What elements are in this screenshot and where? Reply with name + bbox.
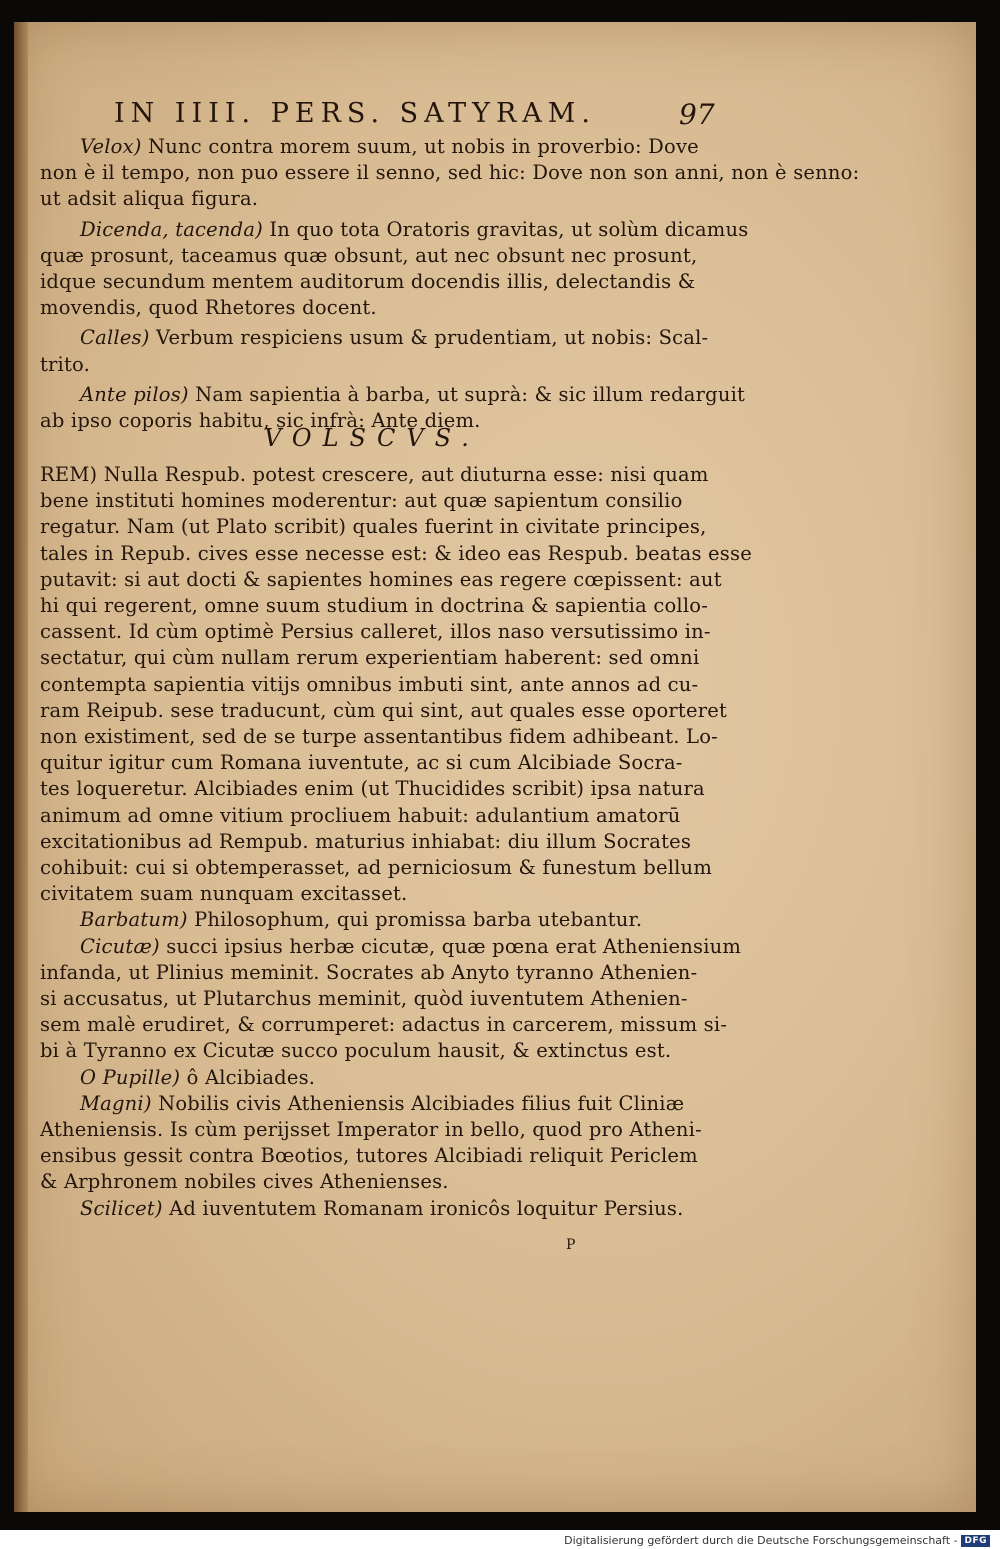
line-text: Nobilis civis Atheniensis Alcibiades filius fuit Cliniæ [151, 1091, 685, 1115]
text-line [40, 881, 407, 907]
text-line [40, 1012, 727, 1038]
line-text: non è il tempo, non puo essere il senno, sed hic: Dove non son anni, non è senno: [40, 161, 860, 185]
line-text: ab ipso coporis habitu, sic infrà: Ante diem. [40, 409, 481, 432]
lemma: Magni) [80, 1091, 152, 1115]
line-text: Nam sapientia à barba, ut suprà: & sic illum redarguit [188, 382, 746, 406]
text-line [40, 672, 698, 698]
line-text: ô Alcibiades. [180, 1065, 316, 1089]
line-text: ensibus gessit contra Bœotios, tutores Alcibiadi reliquit Periclem [40, 1144, 698, 1168]
line-text: ram Reipub. sese traducunt, cùm qui sint, aut quales esse oporteret [40, 698, 728, 722]
line-text: non existiment, sed de se turpe assentantibus fidem adhibeant. Lo- [40, 725, 718, 748]
line-text: & Arphronem nobiles cives Athenienses. [40, 1170, 449, 1194]
text-line [40, 269, 695, 295]
line-text: infanda, ut Plinius meminit. Socrates ab Anyto tyranno Athenien- [40, 960, 698, 984]
line-text: animum ad omne vitium procliuem habuit: adulantium amatorū [40, 803, 681, 827]
text-line [40, 352, 90, 378]
text-line [80, 1091, 684, 1117]
text-line [40, 986, 688, 1012]
text-line [40, 645, 699, 671]
text-line [40, 855, 712, 881]
line-text: sem malè erudiret, & corrumperet: adactus in carcerem, missum si- [40, 1013, 728, 1037]
footer-credit: Digitalisierung gefördert durch die Deutsche Forschungsgemeinschaft - [564, 1534, 958, 1547]
line-text: putavit: si aut docti & sapientes homines eas regere cœpissent: aut [40, 567, 722, 591]
running-head: IN IIII. PERS. SATYRAM. [114, 98, 597, 129]
text-line [80, 934, 741, 960]
lemma: Barbatum) [80, 908, 188, 932]
line-text: bene instituti homines moderentur: aut quæ sapientum consilio [40, 489, 683, 513]
text-line [40, 295, 377, 321]
line-text: Verbum respiciens usum & prudentiam, ut nobis: Scal- [149, 326, 709, 350]
line-text: ut adsit aliqua figura. [40, 187, 259, 211]
lemma: Velox) [80, 135, 142, 158]
line-text: si accusatus, ut Plutarchus meminit, quòd iuventutem Athenien- [40, 987, 688, 1010]
line-text: Nunc contra morem suum, ut nobis in proverbio: Dove [141, 135, 699, 158]
line-text: quæ prosunt, taceamus quæ obsunt, aut nec obsunt nec prosunt, [40, 243, 698, 267]
line-text: cohibuit: cui si obtemperasset, ad perniciosum & funestum bellum [40, 856, 713, 879]
line-text: excitationibus ad Rempub. maturius inhiabat: diu illum Socrates [40, 829, 692, 853]
text-line [40, 160, 859, 186]
text-line [40, 724, 718, 750]
line-text: quitur igitur cum Romana iuventute, ac si cum Alcibiade Socra- [40, 751, 683, 775]
text-line [40, 462, 709, 488]
text-line [80, 325, 708, 351]
line-text: bi à Tyranno ex Cicutæ succo poculum hausit, & extinctus est. [40, 1039, 672, 1063]
line-text: civitatem suam nunquam excitasset. [40, 882, 408, 906]
line-text: In quo tota Oratoris gravitas, ut solùm dicamus [263, 217, 749, 241]
text-line [80, 134, 699, 160]
text-line [40, 829, 691, 855]
text-line [40, 698, 727, 724]
lemma: Ante pilos) [80, 382, 189, 406]
text-line [40, 488, 683, 514]
line-text: Atheniensis. Is cùm perijsset Imperator in bello, quod pro Atheni- [40, 1118, 702, 1141]
line-text: hi qui regerent, omne suum studium in doctrina & sapientia collo- [40, 594, 709, 617]
line-text: trito. [40, 352, 91, 376]
text-line [40, 514, 706, 540]
lemma: Scilicet) [80, 1196, 163, 1220]
text-line [80, 907, 642, 933]
text-line [40, 803, 681, 829]
text-line [40, 960, 697, 986]
text-line [40, 1038, 671, 1064]
catchword: P [566, 1237, 576, 1253]
text-line [80, 1065, 315, 1091]
text-line [40, 1117, 702, 1143]
text-line [40, 750, 683, 776]
line-text: regatur. Nam (ut Plato scribit) quales fuerint in civitate principes, [40, 515, 707, 539]
lemma: O Pupille) [80, 1065, 181, 1089]
lemma: Calles) [80, 326, 150, 350]
line-text: idque secundum mentem auditorum docendis illis, delectandis & [40, 270, 696, 293]
line-text: cassent. Id cùm optimè Persius calleret, illos naso versutissimo in- [40, 620, 711, 644]
text-line [80, 217, 748, 243]
line-text: movendis, quod Rhetores docent. [40, 296, 377, 320]
text-line [40, 541, 752, 567]
line-text: succi ipsius herbæ cicutæ, quæ pœna erat Atheniensium [159, 934, 742, 958]
text-line [40, 186, 258, 212]
line-text: sectatur, qui cùm nullam rerum experientiam haberent: sed omni [40, 646, 700, 670]
lemma: Dicenda, tacenda) [80, 217, 263, 241]
line-text: REM) Nulla Respub. potest crescere, aut diuturna esse: nisi quam [40, 463, 709, 486]
dfg-logo: DFG [961, 1535, 990, 1547]
text-line [40, 776, 705, 802]
line-text: Philosophum, qui promissa barba utebantur. [187, 908, 643, 932]
text-line [80, 1196, 684, 1222]
lemma: Cicutæ) [80, 934, 160, 958]
line-text: tes loqueretur. Alcibiades enim (ut Thucidides scribit) ipsa natura [40, 777, 705, 801]
text-line [40, 567, 722, 593]
line-text: tales in Repub. cives esse necesse est: & ideo eas Respub. beatas esse [40, 541, 752, 565]
digitization-footer [564, 1534, 990, 1547]
text-line [40, 243, 697, 269]
text-line [40, 593, 708, 619]
line-text: Ad iuventutem Romanam ironicôs loquitur Persius. [162, 1196, 684, 1220]
section-title: VOLSCVS. [264, 424, 480, 452]
text-line [40, 1169, 449, 1195]
page-number: 97 [679, 98, 715, 131]
text-line [40, 619, 711, 645]
page-gutter [14, 22, 28, 1512]
text-line [80, 382, 745, 408]
book-page [14, 22, 976, 1512]
line-text: contempta sapientia vitijs omnibus imbuti sint, ante annos ad cu- [40, 672, 699, 696]
text-line [40, 1143, 698, 1169]
